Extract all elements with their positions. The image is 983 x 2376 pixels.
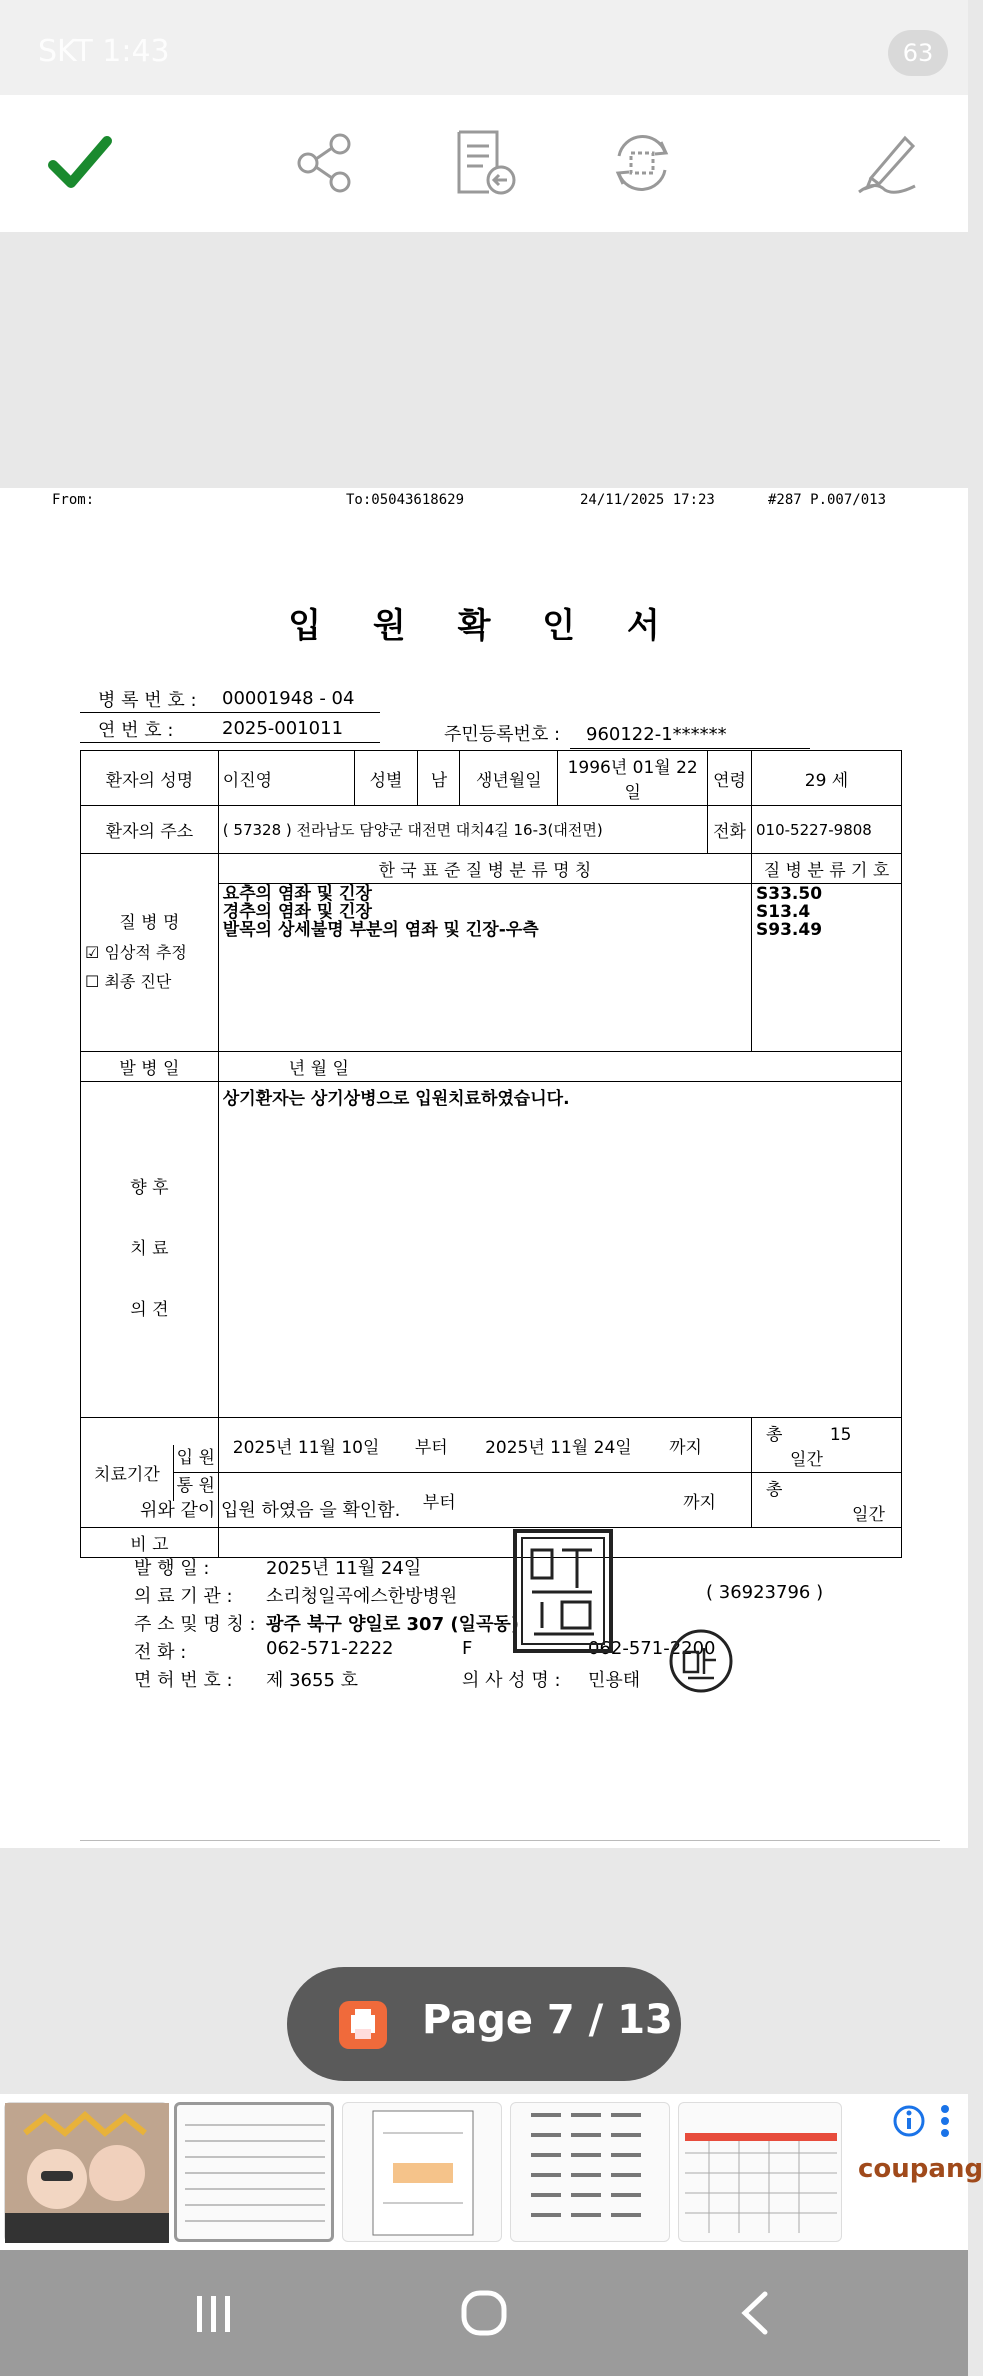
page-thumbnail-icon — [177, 2105, 333, 2239]
from-word: 부터 — [422, 1492, 456, 1513]
final-checkbox — [85, 968, 214, 997]
pen-icon — [855, 130, 921, 196]
remark-label: 비 고 — [81, 1528, 219, 1558]
address2-label: 주 소 및 명 칭 : — [134, 1614, 256, 1635]
fax-page: #287 P.007/013 — [768, 492, 887, 508]
phone-label: 전화 — [708, 806, 752, 854]
to-word: 까지 — [683, 1492, 716, 1513]
issue-label: 발 행 일 : — [134, 1558, 210, 1579]
thumbnail-page[interactable] — [678, 2102, 842, 2242]
birth-value: 1996년 01월 22일 — [558, 751, 708, 806]
fax-date: 24/11/2025 17:23 — [580, 492, 715, 508]
home-icon — [459, 2288, 509, 2338]
doctor-name: 민용태 — [588, 1670, 641, 1691]
divider — [80, 712, 380, 713]
onset-value: 년 월 일 — [218, 1052, 901, 1082]
patient-name: 이진영 — [218, 751, 354, 806]
institution-label: 의 료 기 관 : — [134, 1586, 233, 1607]
code-item: S13.4 — [756, 901, 811, 922]
age-label: 연령 — [708, 751, 752, 806]
diagnosis-item: 요추의 염좌 및 긴장 — [222, 884, 372, 904]
days-word: 일간 — [790, 1450, 823, 1470]
in-from: 2025년 11월 10일 — [232, 1437, 380, 1458]
back-button[interactable] — [716, 2280, 796, 2346]
issue-date: 2025년 11월 24일 — [266, 1558, 422, 1579]
checked-box-icon: ☑ — [85, 943, 100, 962]
total-word: 총 — [766, 1480, 783, 1500]
status-bar — [0, 0, 968, 95]
document-page — [0, 488, 968, 1848]
calendar-thumbnail-icon — [679, 2103, 843, 2243]
diagnosis-list — [218, 884, 751, 1052]
diagnosis-item: 발목의 상세불명 부분의 염좌 및 긴장-우측 — [222, 919, 539, 940]
sex-value: 남 — [418, 751, 460, 806]
divider — [570, 748, 810, 749]
share-button[interactable] — [286, 125, 362, 201]
from-word: 부터 — [414, 1437, 448, 1458]
battery-indicator: 63 — [888, 30, 948, 76]
outpatient-total — [752, 1473, 902, 1528]
page-label: Page 7 / 13 — [422, 1997, 673, 2043]
code-list — [752, 884, 902, 1052]
rotate-icon — [609, 130, 675, 196]
thumbnail-strip — [0, 2094, 983, 2250]
thumbnail-photo[interactable] — [4, 2102, 168, 2242]
in-to: 2025년 11월 24일 — [485, 1437, 632, 1458]
onset-label: 발 병 일 — [81, 1052, 219, 1082]
address2-value: 광주 북구 양일로 307 (일곡동) — [266, 1614, 519, 1635]
disease-label: 질 병 명 — [119, 913, 180, 934]
opinion-label-3: 의 견 — [130, 1300, 169, 1321]
info-icon[interactable] — [892, 2104, 926, 2138]
thumbnail-page[interactable] — [342, 2102, 502, 2242]
check-icon — [47, 133, 113, 193]
rrn-value: 960122-1****** — [586, 724, 727, 745]
page-indicator[interactable] — [287, 1967, 681, 2081]
fax-to: To:05043618629 — [346, 492, 465, 508]
age-value: 29 세 — [752, 751, 902, 806]
sex-label: 성별 — [354, 751, 418, 806]
institution-name: 소리청일곡에스한방병원 — [266, 1586, 458, 1607]
to-word: 까지 — [669, 1437, 702, 1458]
record-label: 병 록 번 호 : — [98, 690, 197, 711]
birth-label: 생년월일 — [460, 751, 558, 806]
record-number: 00001948 - 04 — [222, 688, 355, 709]
document-icon — [453, 128, 519, 198]
app-icon — [339, 2001, 387, 2049]
serial-number: 2025-001011 — [222, 718, 344, 739]
std-header: 한 국 표 준 질 병 분 류 명 칭 — [218, 854, 751, 884]
document-title: 입 원 확 인 서 — [288, 606, 680, 646]
rotate-button[interactable] — [604, 125, 680, 201]
days-word: 일간 — [852, 1505, 885, 1525]
clinical-label: 임상적 추정 — [104, 943, 187, 962]
clinical-checkbox — [85, 939, 214, 968]
toolbar — [0, 95, 968, 232]
document-button[interactable] — [448, 125, 524, 201]
ad-brand: coupang — [858, 2154, 983, 2184]
name-label: 환자의 성명 — [81, 751, 219, 806]
fax-from: From: — [52, 492, 95, 508]
tel-value: 062-571-2222 — [266, 1638, 394, 1659]
inpatient-total — [752, 1418, 902, 1473]
confirm-button[interactable] — [42, 125, 118, 201]
phone-value: 010-5227-9808 — [752, 806, 902, 854]
outpatient-label: 통 원 — [176, 1476, 215, 1496]
code-item: S93.49 — [756, 919, 823, 940]
empty-box-icon: ☐ — [85, 971, 100, 991]
disease-label-cell — [81, 854, 219, 1052]
fax-value: 062-571-2200 — [588, 1638, 716, 1659]
total-word: 총 — [766, 1425, 783, 1445]
opinion-text: 상기환자는 상기상병으로 입원치료하였습니다. — [218, 1082, 901, 1418]
opinion-label-2: 치 료 — [130, 1238, 169, 1259]
address-value: ( 57328 ) 전라남도 담양군 대전면 대치4길 16-3(대전면) — [218, 806, 707, 854]
tel-label: 전 화 : — [134, 1642, 187, 1663]
final-label: 최종 진단 — [104, 971, 172, 991]
rrn-label: 주민등록번호 : — [444, 724, 561, 745]
admission-form — [80, 750, 902, 1558]
inpatient-period — [218, 1418, 751, 1473]
doctor-label: 의 사 성 명 : — [462, 1670, 561, 1691]
thumbnail-page[interactable] — [510, 2102, 670, 2242]
divider — [80, 742, 380, 743]
share-icon — [294, 132, 354, 194]
license-value: 제 3655 호 — [266, 1670, 359, 1691]
ad-banner[interactable] — [846, 2094, 983, 2250]
page-bottom-line — [80, 1840, 940, 1841]
document-viewer[interactable] — [0, 232, 968, 2084]
photo-thumbnail-icon — [5, 2103, 169, 2243]
recent-apps-icon — [189, 2288, 239, 2338]
page-thumbnail-icon — [511, 2103, 671, 2243]
more-icon[interactable] — [938, 2104, 952, 2138]
in-days: 15 — [829, 1425, 852, 1445]
back-icon — [731, 2288, 781, 2338]
inpatient-label: 입 원 — [174, 1445, 218, 1474]
code-item: S33.50 — [756, 884, 823, 904]
recent-apps-button[interactable] — [174, 2280, 254, 2346]
status-time: SKT 1:43 — [38, 34, 170, 69]
opinion-label-cell — [81, 1082, 219, 1418]
thumbnail-page-active[interactable] — [174, 2102, 334, 2242]
doctor-seal-icon — [668, 1628, 734, 1694]
license-label: 면 허 번 호 : — [134, 1670, 233, 1691]
institution-code: ( 36923796 ) — [706, 1582, 824, 1603]
diagnosis-item: 경추의 염좌 및 긴장 — [222, 901, 372, 922]
sign-button[interactable] — [850, 125, 926, 201]
page-thumbnail-icon — [343, 2103, 503, 2243]
confirm-text: 위와 같이 입원 하였음 을 확인함. — [140, 1500, 401, 1521]
fax-label: F — [462, 1638, 473, 1659]
navigation-bar — [0, 2250, 968, 2376]
address-label: 환자의 주소 — [81, 806, 219, 854]
serial-label: 연 번 호 : — [98, 720, 174, 741]
opinion-label-1: 향 후 — [130, 1177, 169, 1198]
code-header: 질 병 분 류 기 호 — [752, 854, 902, 884]
home-button[interactable] — [444, 2280, 524, 2346]
hospital-seal-icon — [512, 1528, 614, 1654]
period-label: 치료기간 — [81, 1445, 174, 1501]
